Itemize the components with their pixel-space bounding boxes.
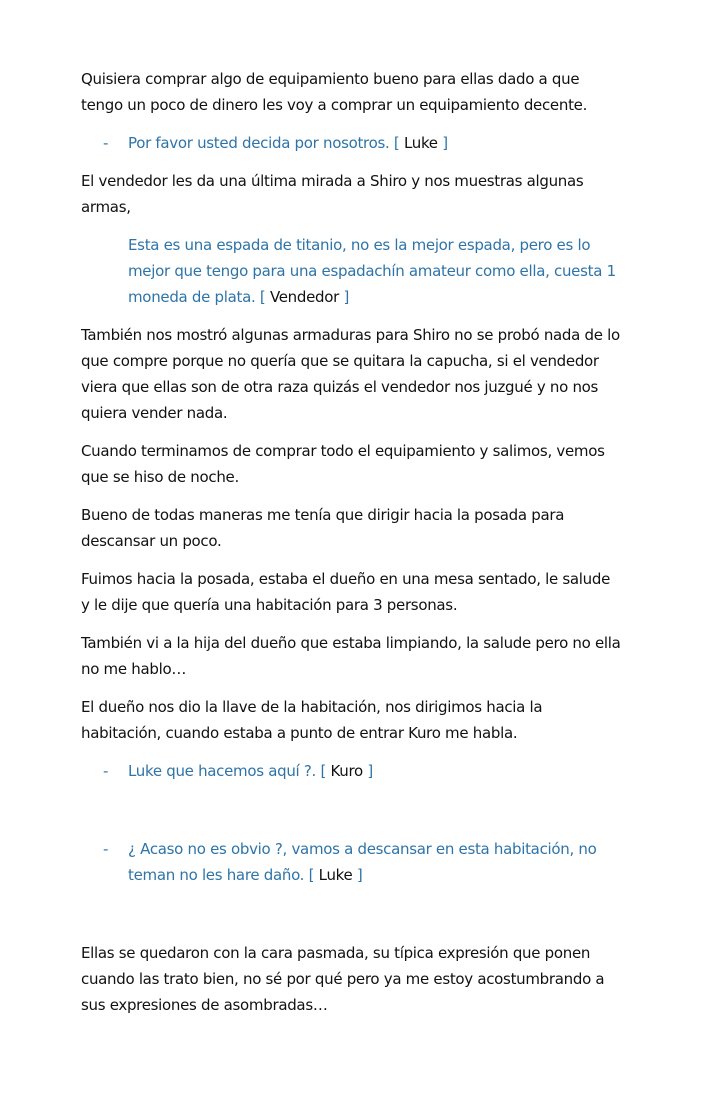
- paragraph-6: Fuimos hacia la posada, estaba el dueño en una mesa sentado, le salude y le dije que quería una habitación para 3 personas.: [81, 570, 611, 614]
- paragraph-5: Bueno de todas maneras me tenía que dirigir hacia la posada para descansar un poco.: [81, 506, 565, 550]
- paragraph-4: Cuando terminamos de comprar todo el equipamiento y salimos, vemos que se hiso de noche.: [81, 442, 605, 486]
- open-bracket: [: [320, 762, 327, 780]
- open-bracket: [: [393, 134, 400, 152]
- paragraph-2: El vendedor les da una última mirada a Shiro y nos muestras algunas armas,: [81, 172, 584, 216]
- document-page: [81, 66, 621, 1030]
- dialogue-text: ¿ Acaso no es obvio ?, vamos a descansar en esta habitación, no teman no les hare daño.: [128, 840, 597, 884]
- close-bracket: ]: [442, 134, 448, 152]
- quote-text: Esta es una espada de titanio, no es la mejor espada, pero es lo mejor que tengo para una espadachín amateur como ella, cuesta 1 moneda de plata.: [128, 236, 616, 306]
- dialogue-1: [81, 130, 621, 156]
- dialogue-dash: -: [103, 134, 109, 152]
- dialogue-dash: -: [103, 840, 109, 858]
- dialogue-text: Luke que hacemos aquí ?.: [128, 762, 317, 780]
- speaker-name: Luke: [403, 134, 438, 152]
- paragraph-8: El dueño nos dio la llave de la habitación, nos dirigimos hacia la habitación, cuando estaba a punto de entrar Kuro me habla.: [81, 698, 543, 742]
- dialogue-2: [81, 758, 621, 784]
- open-bracket: [: [308, 866, 315, 884]
- speaker-name: Luke: [318, 866, 353, 884]
- paragraph-7: También vi a la hija del dueño que estaba limpiando, la salude pero no ella no me hablo…: [81, 634, 621, 678]
- speaker-name: Kuro: [330, 762, 363, 780]
- paragraph-3: También nos mostró algunas armaduras para Shiro no se probó nada de lo que compre porque no quería que se quitara la capucha, si el vendedor viera que ellas son de otra raza quizás el vendedor nos juzgué y no nos quiera vender nada.: [81, 326, 620, 422]
- close-bracket: ]: [343, 288, 350, 306]
- paragraph-1: Quisiera comprar algo de equipamiento bueno para ellas dado a que tengo un poco de dinero les voy a comprar un equipamiento decente.: [81, 70, 588, 114]
- close-bracket: ]: [367, 762, 373, 780]
- paragraph-9: Ellas se quedaron con la cara pasmada, su típica expresión que ponen cuando las trato bien, no sé por qué pero ya me estoy acostumbrando a sus expresiones de asombradas…: [81, 944, 605, 1014]
- dialogue-text: Por favor usted decida por nosotros.: [128, 134, 390, 152]
- dialogue-3: [81, 836, 621, 888]
- speaker-name: Vendedor: [269, 288, 340, 306]
- dialogue-dash: -: [103, 762, 109, 780]
- dialogue-quote: [81, 232, 621, 310]
- open-bracket: [: [259, 288, 266, 306]
- close-bracket: ]: [356, 866, 363, 884]
